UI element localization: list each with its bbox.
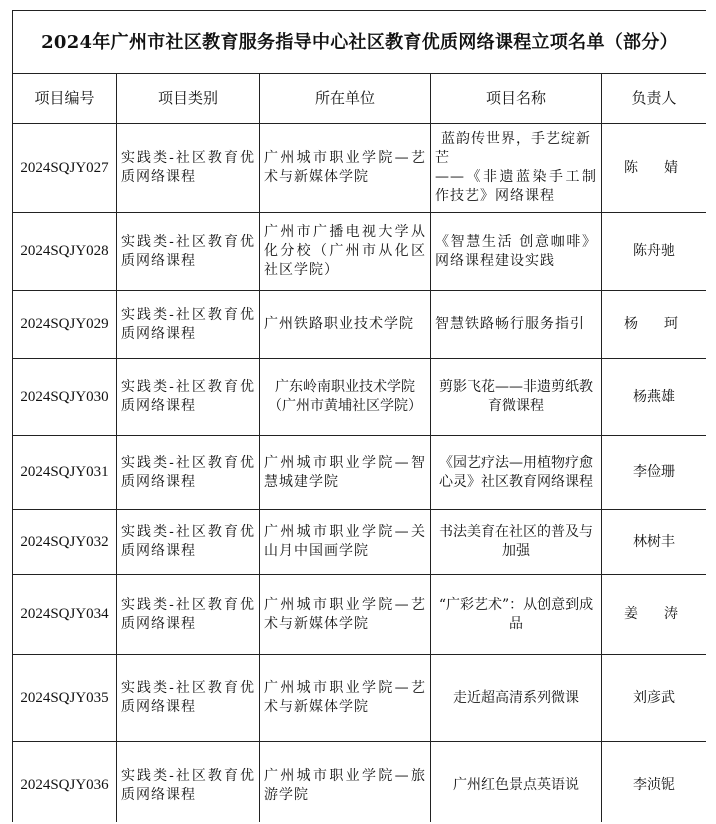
project-unit: 广州城市职业学院—关山月中国画学院 (260, 510, 431, 575)
project-list-table (12, 10, 706, 822)
project-unit: 广州铁路职业技术学院 (260, 291, 431, 359)
project-code: 2024SQJY030 (13, 359, 117, 436)
table-row (13, 436, 707, 510)
project-category: 实践类-社区教育优质网络课程 (117, 124, 260, 213)
project-name: 《智慧生活 创意咖啡》网络课程建设实践 (431, 213, 602, 291)
project-leader: 陈舟驰 (602, 213, 707, 291)
project-unit: 广州城市职业学院—旅游学院 (260, 742, 431, 823)
project-category: 实践类-社区教育优质网络课程 (117, 575, 260, 655)
column-header-category: 项目类别 (117, 74, 260, 124)
project-category: 实践类-社区教育优质网络课程 (117, 213, 260, 291)
table-row (13, 742, 707, 823)
project-code: 2024SQJY034 (13, 575, 117, 655)
project-name-line: ——《非遗蓝染手工制作技艺》网络课程 (435, 169, 597, 204)
project-code: 2024SQJY029 (13, 291, 117, 359)
project-leader: 陈 婧 (602, 124, 707, 213)
project-code: 2024SQJY031 (13, 436, 117, 510)
project-leader: 刘彦武 (602, 655, 707, 742)
project-unit: 广州城市职业学院—艺术与新媒体学院 (260, 124, 431, 213)
project-category: 实践类-社区教育优质网络课程 (117, 742, 260, 823)
table-title: 2024年广州市社区教育服务指导中心社区教育优质网络课程立项名单（部分） (13, 11, 707, 74)
project-unit: 广州城市职业学院—艺术与新媒体学院 (260, 575, 431, 655)
column-header-unit: 所在单位 (260, 74, 431, 124)
project-category: 实践类-社区教育优质网络课程 (117, 359, 260, 436)
project-leader: 杨 珂 (602, 291, 707, 359)
project-name: 广州红色景点英语说 (431, 742, 602, 823)
project-code: 2024SQJY036 (13, 742, 117, 823)
project-unit: 广州市广播电视大学从化分校（广州市从化区社区学院） (260, 213, 431, 291)
column-header-leader: 负责人 (602, 74, 707, 124)
column-header-project-name: 项目名称 (431, 74, 602, 124)
column-header-code: 项目编号 (13, 74, 117, 124)
project-name: 剪影飞花——非遗剪纸教育微课程 (431, 359, 602, 436)
project-name (431, 124, 602, 213)
project-unit: 广东岭南职业技术学院（广州市黄埔社区学院） (260, 359, 431, 436)
table-row (13, 291, 707, 359)
project-unit: 广州城市职业学院—艺术与新媒体学院 (260, 655, 431, 742)
table-row (13, 213, 707, 291)
project-leader: 林树丰 (602, 510, 707, 575)
project-category: 实践类-社区教育优质网络课程 (117, 291, 260, 359)
table-row (13, 359, 707, 436)
project-unit: 广州城市职业学院—智慧城建学院 (260, 436, 431, 510)
project-code: 2024SQJY028 (13, 213, 117, 291)
header-row (13, 74, 707, 124)
project-leader: 李浈铌 (602, 742, 707, 823)
project-code: 2024SQJY035 (13, 655, 117, 742)
title-row (13, 11, 707, 74)
project-leader: 杨燕雄 (602, 359, 707, 436)
project-code: 2024SQJY032 (13, 510, 117, 575)
project-category: 实践类-社区教育优质网络课程 (117, 655, 260, 742)
project-leader: 姜 涛 (602, 575, 707, 655)
table-row (13, 510, 707, 575)
project-code: 2024SQJY027 (13, 124, 117, 213)
table-row (13, 124, 707, 213)
project-category: 实践类-社区教育优质网络课程 (117, 510, 260, 575)
project-name: 走近超高清系列微课 (431, 655, 602, 742)
project-name: 书法美育在社区的普及与加强 (431, 510, 602, 575)
project-name: 智慧铁路畅行服务指引 (431, 291, 602, 359)
project-category: 实践类-社区教育优质网络课程 (117, 436, 260, 510)
table-row (13, 655, 707, 742)
project-name-line: 蓝韵传世界，手艺绽新芒 (435, 131, 591, 166)
document-page (12, 10, 706, 822)
table-row (13, 575, 707, 655)
project-name: 《园艺疗法—用植物疗愈心灵》社区教育网络课程 (431, 436, 602, 510)
project-leader: 李俭珊 (602, 436, 707, 510)
project-name: “广彩艺术”：从创意到成品 (431, 575, 602, 655)
